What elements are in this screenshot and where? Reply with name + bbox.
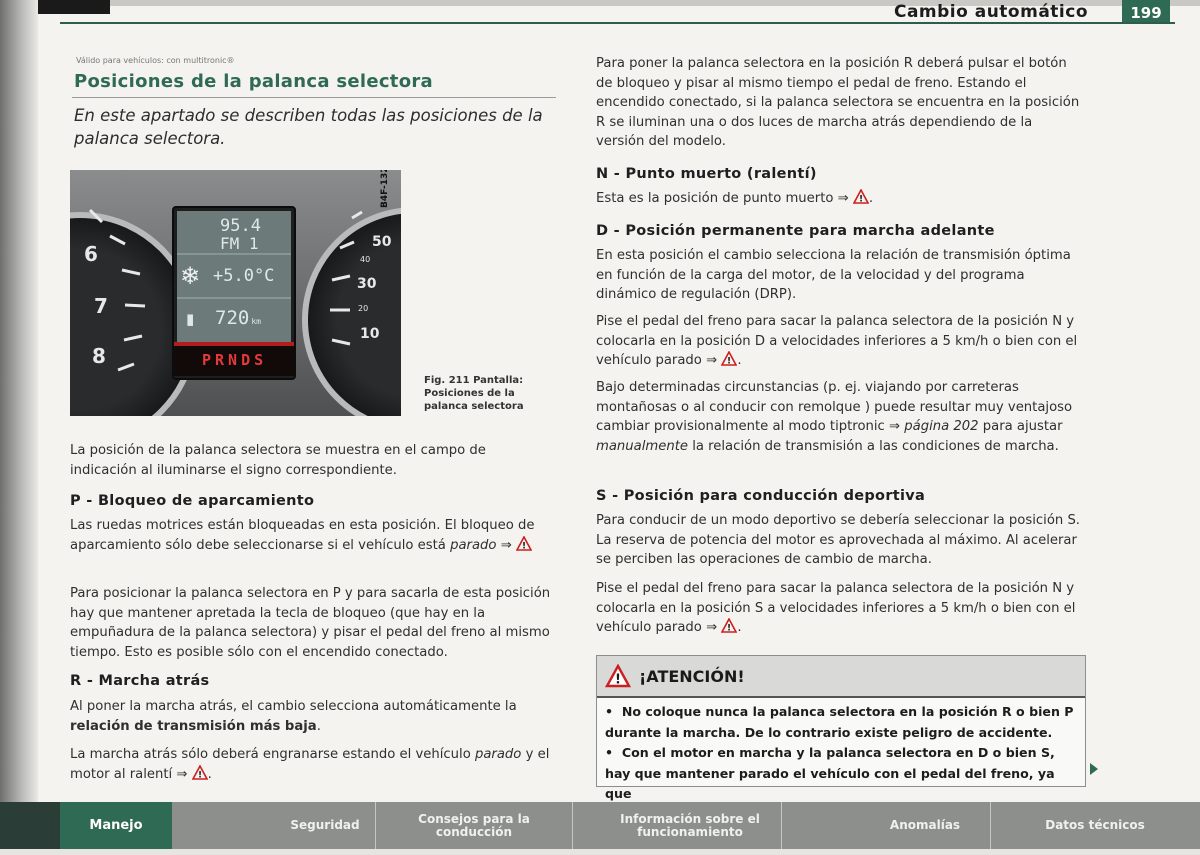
r-text-2-em: parado bbox=[474, 747, 522, 762]
warning-triangle-icon bbox=[853, 189, 869, 204]
header-title: Cambio automático bbox=[893, 2, 1088, 22]
display-range-value: 720 bbox=[215, 307, 250, 329]
bullet-icon: • bbox=[605, 704, 622, 719]
display-temperature: +5.0°C bbox=[213, 266, 275, 286]
d-text-2-body: Pise el pedal del freno para sacar la palanca selectora de la posición N y colocarla en la posición D a velocidades inferiores a 5 km/h o bien con el vehículo parado bbox=[596, 314, 1078, 368]
rpm-tick-40: 40 bbox=[360, 255, 371, 264]
nav-left-edge bbox=[0, 802, 60, 849]
instrument-cluster-illustration bbox=[70, 170, 401, 416]
rpm-tick-10: 10 bbox=[360, 326, 380, 342]
nav-item-informacion[interactable]: Información sobre el funcionamiento bbox=[620, 811, 760, 839]
ref-arrow: ⇒ bbox=[706, 353, 718, 368]
bottom-strip bbox=[0, 849, 1200, 855]
d-text-3-a: Bajo determinadas circunstancias (p. ej. viajando por carreteras montañosas o al conducir con remolque ) puede resultar muy ventajoso cambiar provisionalmente al modo tiptronic bbox=[596, 380, 1073, 434]
p-text-2: Para posicionar la palanca selectora en P y para sacarla de esta posición hay que mantener apretada la tecla de bloqueo (que hay en la empuñadura de la palanca selectora) y pisar el pedal del freno al mismo tiempo. Esto es posible sólo con el encendido conectado. bbox=[70, 586, 551, 660]
figure-caption bbox=[424, 374, 542, 413]
p-text-1-body: Las ruedas motrices están bloqueadas en esta posición. El bloqueo de aparcamiento sólo debe seleccionarse si el vehículo está bbox=[70, 518, 535, 553]
d-text-3-em: manualmente bbox=[596, 438, 688, 454]
validity-note: Válido para vehículos: con multitronic® bbox=[76, 56, 235, 65]
warning-body bbox=[597, 698, 1085, 809]
r-text-2-body: La marcha atrás sólo deberá engranarse estando el vehículo bbox=[70, 747, 471, 762]
position-intro-text: La posición de la palanca selectora se muestra en el campo de indicación al iluminarse el signo correspondiente. bbox=[70, 443, 486, 478]
d-text-3 bbox=[596, 378, 1082, 456]
display-band: FM 1 bbox=[220, 234, 259, 253]
ref-arrow: ⇒ bbox=[888, 419, 901, 434]
ref-arrow: ⇒ bbox=[706, 620, 718, 635]
warning-triangle-icon bbox=[605, 664, 631, 688]
s-text-2-body: Pise el pedal del freno para sacar la palanca selectora de la posición N y colocarla en la posición S a velocidades inferiores a 5 km/h o bien con el vehículo parado bbox=[596, 581, 1076, 635]
d-text-1: En esta posición el cambio selecciona la relación de transmisión óptima en función de la carga del motor, de la velocidad y del programa dinámico de regulación (DRP). bbox=[596, 248, 1071, 302]
continue-arrow-icon bbox=[1090, 763, 1098, 775]
header-rule bbox=[60, 22, 1175, 24]
d-text-3-b: para ajustar bbox=[982, 419, 1063, 434]
r-text-1-strong: relación de transmisión más baja bbox=[70, 718, 317, 734]
r-continuation-text: Para poner la palanca selectora en la posición R deberá pulsar el botón de bloqueo y pisar al mismo tiempo el pedal de freno. Estando el encendido conectado, si la palanca selectora se encuentra en la posición R se iluminan una o dos luces de marcha atrás dependiendo de la versión del modelo. bbox=[596, 56, 1080, 149]
page-number: 199 bbox=[1122, 0, 1170, 24]
warning-item-text: No coloque nunca la palanca selectora en la posición R o bien P durante la marcha. De lo contrario existe peligro de accidente. bbox=[605, 704, 1074, 740]
speed-tick-8: 8 bbox=[92, 344, 106, 368]
nav-separator bbox=[375, 802, 376, 849]
svg-text:!: ! bbox=[858, 194, 863, 204]
rpm-tick-30: 30 bbox=[357, 276, 377, 292]
svg-text:!: ! bbox=[727, 623, 732, 633]
ref-arrow: ⇒ bbox=[176, 766, 188, 782]
snowflake-icon: ❄ bbox=[180, 262, 201, 290]
rpm-tick-20: 20 bbox=[358, 304, 369, 313]
warning-item bbox=[605, 743, 1077, 805]
p-text-1-em: parado bbox=[450, 537, 497, 553]
s-text-1: Para conducir de un modo deportivo se debería seleccionar la posición S. La reserva de potencia del motor es aprovechada al máximo. Al acelerar se perciben las operaciones de cambio de marcha. bbox=[596, 513, 1081, 567]
rpm-tick-50: 50 bbox=[372, 234, 392, 250]
page-reference-link[interactable]: página 202 bbox=[904, 419, 979, 434]
warning-triangle-icon bbox=[516, 536, 532, 551]
r-text-1: Al poner la marcha atrás, el cambio selecciona automáticamente la relación de transmisión más baja. bbox=[70, 699, 517, 734]
warning-triangle-icon bbox=[721, 351, 737, 366]
nav-separator bbox=[781, 802, 782, 849]
r-text-2: La marcha atrás sólo deberá engranarse estando el vehículo parado y el motor al ralentí ⇒ ! . bbox=[70, 747, 550, 782]
r-text-2-tail: y el motor al ralentí bbox=[70, 747, 550, 782]
p-text-1 bbox=[70, 516, 556, 555]
s-text-2: Pise el pedal del freno para sacar la palanca selectora de la posición N y colocarla en la posición S a velocidades inferiores a 5 km/h o bien con el vehículo parado ⇒ ! . bbox=[596, 581, 1076, 635]
d-text-3-c: la relación de transmisión a las condiciones de marcha. bbox=[692, 438, 1059, 454]
display-range bbox=[215, 307, 261, 329]
ref-arrow: ⇒ bbox=[500, 537, 512, 553]
warning-title: ¡ATENCIÓN! bbox=[639, 666, 745, 686]
nav-item-seguridad[interactable]: Seguridad bbox=[290, 818, 360, 832]
display-range-unit: km bbox=[251, 317, 261, 326]
heading-r: R - Marcha atrás bbox=[70, 673, 210, 689]
svg-text:!: ! bbox=[197, 770, 202, 780]
section-title: Posiciones de la palanca selectora bbox=[74, 71, 434, 92]
section-rule bbox=[72, 97, 556, 98]
svg-text:!: ! bbox=[727, 356, 732, 366]
heading-n: N - Punto muerto (ralentí) bbox=[596, 166, 817, 182]
figure-caption-text: Pantalla: Posiciones de la palanca selectora bbox=[424, 375, 524, 412]
warning-item bbox=[605, 702, 1077, 743]
figure-instrument-display bbox=[70, 170, 401, 416]
display-frequency: 95.4 bbox=[220, 216, 261, 236]
chapter-navigation bbox=[0, 802, 1200, 849]
display-gear-indicator: PRNDS bbox=[202, 351, 268, 369]
warning-item-text: Con el motor en marcha y la palanca selectora en D o bien S, hay que mantener parado el vehículo con el pedal del freno, ya que bbox=[605, 745, 1055, 801]
nav-item-datos-tecnicos[interactable]: Datos técnicos bbox=[1045, 818, 1145, 832]
figure-caption-label: Fig. 211 bbox=[424, 375, 470, 386]
nav-item-consejos[interactable]: Consejos para la conducción bbox=[418, 811, 530, 839]
fuel-pump-icon: ▮ bbox=[186, 310, 195, 328]
bullet-icon: • bbox=[605, 745, 622, 760]
book-gutter bbox=[0, 0, 38, 855]
warning-header bbox=[597, 656, 1085, 698]
speed-tick-6: 6 bbox=[84, 242, 98, 266]
heading-s: S - Posición para conducción deportiva bbox=[596, 488, 926, 504]
n-text-body: Esta es la posición de punto muerto bbox=[596, 191, 834, 206]
speed-tick-7: 7 bbox=[94, 294, 108, 318]
nav-separator bbox=[990, 802, 991, 849]
warning-triangle-icon bbox=[192, 765, 208, 780]
section-intro: En este apartado se describen todas las posiciones de la palanca selectora. bbox=[74, 106, 543, 148]
svg-text:!: ! bbox=[521, 541, 527, 551]
d-text-2: Pise el pedal del freno para sacar la palanca selectora de la posición N y colocarla en la posición D a velocidades inferiores a 5 km/h o bien con el vehículo parado ⇒ ! . bbox=[596, 314, 1078, 368]
warning-triangle-icon bbox=[721, 618, 737, 633]
svg-text:!: ! bbox=[615, 672, 621, 688]
nav-item-anomalias[interactable]: Anomalías bbox=[889, 818, 961, 832]
heading-d: D - Posición permanente para marcha adelante bbox=[596, 223, 995, 239]
ref-arrow: ⇒ bbox=[837, 191, 849, 206]
warning-box bbox=[596, 655, 1086, 801]
r-text-1-body: Al poner la marcha atrás, el cambio selecciona automáticamente la bbox=[70, 699, 517, 714]
n-text: Esta es la posición de punto muerto ⇒ ! . bbox=[596, 191, 874, 206]
nav-separator bbox=[572, 802, 573, 849]
nav-item-manejo[interactable]: Manejo bbox=[60, 802, 172, 849]
heading-p: P - Bloqueo de aparcamiento bbox=[70, 493, 315, 509]
